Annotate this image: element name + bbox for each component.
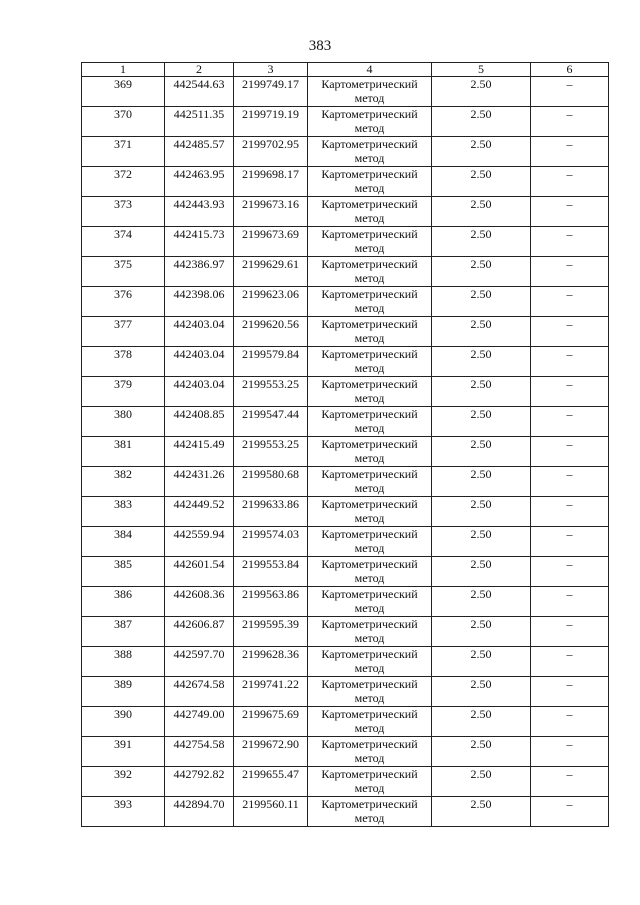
point-number-cell: 382 (82, 467, 165, 497)
y-coordinate-cell: 2199675.69 (234, 707, 308, 737)
y-coordinate-cell: 2199628.36 (234, 647, 308, 677)
point-number-cell: 385 (82, 557, 165, 587)
accuracy-cell: 2.50 (432, 167, 531, 197)
y-coordinate-cell: 2199702.95 (234, 137, 308, 167)
table-row (82, 377, 609, 407)
note-cell: – (531, 797, 609, 827)
x-coordinate-cell: 442544.63 (165, 77, 234, 107)
x-coordinate-cell: 442408.85 (165, 407, 234, 437)
accuracy-cell: 2.50 (432, 77, 531, 107)
y-coordinate-cell: 2199560.11 (234, 797, 308, 827)
point-number-cell: 384 (82, 527, 165, 557)
note-cell: – (531, 557, 609, 587)
note-cell: – (531, 407, 609, 437)
method-cell: Картометрический метод (308, 737, 432, 767)
accuracy-cell: 2.50 (432, 407, 531, 437)
y-coordinate-cell: 2199579.84 (234, 347, 308, 377)
point-number-cell: 375 (82, 257, 165, 287)
x-coordinate-cell: 442754.58 (165, 737, 234, 767)
x-coordinate-cell: 442403.04 (165, 317, 234, 347)
y-coordinate-cell: 2199672.90 (234, 737, 308, 767)
table-header (82, 63, 609, 77)
page-number: 383 (308, 38, 332, 54)
table-row (82, 797, 609, 827)
x-coordinate-cell: 442449.52 (165, 497, 234, 527)
x-coordinate-cell: 442597.70 (165, 647, 234, 677)
accuracy-cell: 2.50 (432, 437, 531, 467)
x-coordinate-cell: 442608.36 (165, 587, 234, 617)
y-coordinate-cell: 2199553.25 (234, 437, 308, 467)
header-cell-2: 2 (165, 63, 234, 77)
point-number-cell: 379 (82, 377, 165, 407)
accuracy-cell: 2.50 (432, 557, 531, 587)
table-row (82, 437, 609, 467)
method-cell: Картометрический метод (308, 557, 432, 587)
x-coordinate-cell: 442463.95 (165, 167, 234, 197)
point-number-cell: 392 (82, 767, 165, 797)
y-coordinate-cell: 2199574.03 (234, 527, 308, 557)
point-number-cell: 388 (82, 647, 165, 677)
accuracy-cell: 2.50 (432, 287, 531, 317)
accuracy-cell: 2.50 (432, 527, 531, 557)
y-coordinate-cell: 2199673.16 (234, 197, 308, 227)
y-coordinate-cell: 2199553.84 (234, 557, 308, 587)
method-cell: Картометрический метод (308, 467, 432, 497)
method-cell: Картометрический метод (308, 167, 432, 197)
accuracy-cell: 2.50 (432, 137, 531, 167)
method-cell: Картометрический метод (308, 527, 432, 557)
header-cell-4: 4 (308, 63, 432, 77)
note-cell: – (531, 317, 609, 347)
y-coordinate-cell: 2199741.22 (234, 677, 308, 707)
table-row (82, 767, 609, 797)
method-cell: Картометрический метод (308, 587, 432, 617)
accuracy-cell: 2.50 (432, 257, 531, 287)
point-number-cell: 390 (82, 707, 165, 737)
method-cell: Картометрический метод (308, 437, 432, 467)
note-cell: – (531, 587, 609, 617)
method-cell: Картометрический метод (308, 797, 432, 827)
table-row (82, 167, 609, 197)
table-row (82, 467, 609, 497)
x-coordinate-cell: 442749.00 (165, 707, 234, 737)
header-row (82, 63, 609, 77)
accuracy-cell: 2.50 (432, 797, 531, 827)
method-cell: Картометрический метод (308, 407, 432, 437)
point-number-cell: 381 (82, 437, 165, 467)
method-cell: Картометрический метод (308, 377, 432, 407)
method-cell: Картометрический метод (308, 347, 432, 377)
note-cell: – (531, 767, 609, 797)
x-coordinate-cell: 442674.58 (165, 677, 234, 707)
note-cell: – (531, 167, 609, 197)
point-number-cell: 377 (82, 317, 165, 347)
y-coordinate-cell: 2199623.06 (234, 287, 308, 317)
accuracy-cell: 2.50 (432, 377, 531, 407)
header-cell-5: 5 (432, 63, 531, 77)
note-cell: – (531, 377, 609, 407)
header-cell-6: 6 (531, 63, 609, 77)
point-number-cell: 376 (82, 287, 165, 317)
point-number-cell: 380 (82, 407, 165, 437)
point-number-cell: 383 (82, 497, 165, 527)
table-row (82, 257, 609, 287)
method-cell: Картометрический метод (308, 197, 432, 227)
method-cell: Картометрический метод (308, 677, 432, 707)
note-cell: – (531, 347, 609, 377)
y-coordinate-cell: 2199620.56 (234, 317, 308, 347)
point-number-cell: 389 (82, 677, 165, 707)
note-cell: – (531, 437, 609, 467)
note-cell: – (531, 647, 609, 677)
accuracy-cell: 2.50 (432, 647, 531, 677)
point-number-cell: 372 (82, 167, 165, 197)
method-cell: Картометрический метод (308, 647, 432, 677)
note-cell: – (531, 107, 609, 137)
table-row (82, 77, 609, 107)
table-row (82, 407, 609, 437)
table-row (82, 527, 609, 557)
x-coordinate-cell: 442415.73 (165, 227, 234, 257)
table-row (82, 497, 609, 527)
point-number-cell: 369 (82, 77, 165, 107)
point-number-cell: 387 (82, 617, 165, 647)
method-cell: Картометрический метод (308, 287, 432, 317)
method-cell: Картометрический метод (308, 497, 432, 527)
table-row (82, 287, 609, 317)
accuracy-cell: 2.50 (432, 587, 531, 617)
x-coordinate-cell: 442601.54 (165, 557, 234, 587)
x-coordinate-cell: 442403.04 (165, 377, 234, 407)
point-number-cell: 393 (82, 797, 165, 827)
method-cell: Картометрический метод (308, 257, 432, 287)
x-coordinate-cell: 442403.04 (165, 347, 234, 377)
coordinates-table (81, 62, 609, 827)
accuracy-cell: 2.50 (432, 617, 531, 647)
point-number-cell: 386 (82, 587, 165, 617)
note-cell: – (531, 527, 609, 557)
x-coordinate-cell: 442606.87 (165, 617, 234, 647)
x-coordinate-cell: 442511.35 (165, 107, 234, 137)
table-row (82, 557, 609, 587)
method-cell: Картометрический метод (308, 617, 432, 647)
accuracy-cell: 2.50 (432, 767, 531, 797)
note-cell: – (531, 677, 609, 707)
table-row (82, 587, 609, 617)
accuracy-cell: 2.50 (432, 677, 531, 707)
header-cell-1: 1 (82, 63, 165, 77)
note-cell: – (531, 137, 609, 167)
method-cell: Картометрический метод (308, 107, 432, 137)
y-coordinate-cell: 2199629.61 (234, 257, 308, 287)
table-row (82, 197, 609, 227)
method-cell: Картометрический метод (308, 137, 432, 167)
accuracy-cell: 2.50 (432, 707, 531, 737)
x-coordinate-cell: 442559.94 (165, 527, 234, 557)
accuracy-cell: 2.50 (432, 737, 531, 767)
y-coordinate-cell: 2199655.47 (234, 767, 308, 797)
x-coordinate-cell: 442415.49 (165, 437, 234, 467)
x-coordinate-cell: 442431.26 (165, 467, 234, 497)
table-row (82, 137, 609, 167)
point-number-cell: 378 (82, 347, 165, 377)
table-row (82, 347, 609, 377)
point-number-cell: 373 (82, 197, 165, 227)
note-cell: – (531, 497, 609, 527)
note-cell: – (531, 227, 609, 257)
x-coordinate-cell: 442894.70 (165, 797, 234, 827)
note-cell: – (531, 707, 609, 737)
accuracy-cell: 2.50 (432, 107, 531, 137)
y-coordinate-cell: 2199673.69 (234, 227, 308, 257)
table-row (82, 647, 609, 677)
point-number-cell: 374 (82, 227, 165, 257)
y-coordinate-cell: 2199547.44 (234, 407, 308, 437)
table-body (82, 77, 609, 827)
y-coordinate-cell: 2199749.17 (234, 77, 308, 107)
x-coordinate-cell: 442792.82 (165, 767, 234, 797)
x-coordinate-cell: 442443.93 (165, 197, 234, 227)
note-cell: – (531, 257, 609, 287)
accuracy-cell: 2.50 (432, 317, 531, 347)
method-cell: Картометрический метод (308, 77, 432, 107)
note-cell: – (531, 287, 609, 317)
note-cell: – (531, 617, 609, 647)
note-cell: – (531, 77, 609, 107)
y-coordinate-cell: 2199580.68 (234, 467, 308, 497)
y-coordinate-cell: 2199719.19 (234, 107, 308, 137)
point-number-cell: 391 (82, 737, 165, 767)
table-row (82, 227, 609, 257)
note-cell: – (531, 467, 609, 497)
table-row (82, 677, 609, 707)
table-row (82, 107, 609, 137)
note-cell: – (531, 197, 609, 227)
y-coordinate-cell: 2199595.39 (234, 617, 308, 647)
method-cell: Картометрический метод (308, 317, 432, 347)
point-number-cell: 370 (82, 107, 165, 137)
accuracy-cell: 2.50 (432, 227, 531, 257)
note-cell: – (531, 737, 609, 767)
x-coordinate-cell: 442398.06 (165, 287, 234, 317)
accuracy-cell: 2.50 (432, 197, 531, 227)
table-row (82, 617, 609, 647)
y-coordinate-cell: 2199633.86 (234, 497, 308, 527)
method-cell: Картометрический метод (308, 707, 432, 737)
accuracy-cell: 2.50 (432, 347, 531, 377)
table-row (82, 737, 609, 767)
accuracy-cell: 2.50 (432, 497, 531, 527)
header-cell-3: 3 (234, 63, 308, 77)
method-cell: Картометрический метод (308, 767, 432, 797)
y-coordinate-cell: 2199698.17 (234, 167, 308, 197)
point-number-cell: 371 (82, 137, 165, 167)
method-cell: Картометрический метод (308, 227, 432, 257)
x-coordinate-cell: 442485.57 (165, 137, 234, 167)
x-coordinate-cell: 442386.97 (165, 257, 234, 287)
table-row (82, 707, 609, 737)
table-row (82, 317, 609, 347)
y-coordinate-cell: 2199563.86 (234, 587, 308, 617)
y-coordinate-cell: 2199553.25 (234, 377, 308, 407)
accuracy-cell: 2.50 (432, 467, 531, 497)
